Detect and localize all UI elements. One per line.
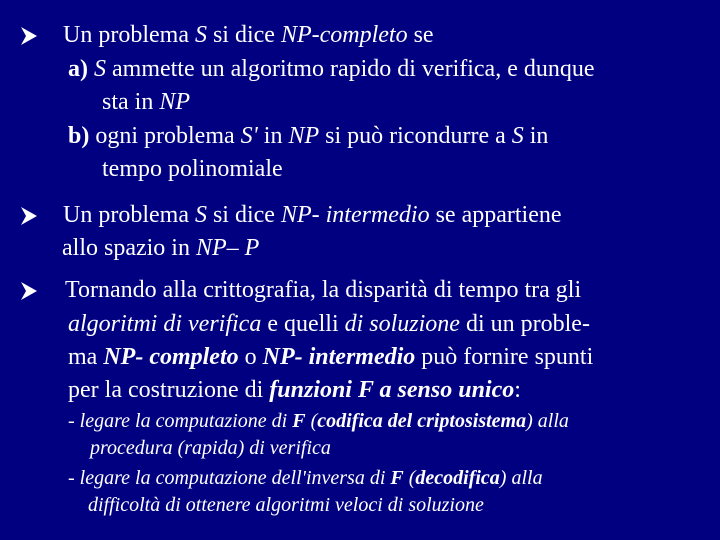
- bullet-1-item-b: b) ogni problema S' in NP si può ricondurre a S in: [68, 123, 549, 149]
- sub-item-2: - legare la computazione dell'inversa di F (decodifica) alla: [68, 467, 543, 489]
- bullet-3-line-1: Tornando alla crittografia, la disparità di tempo tra gli: [65, 277, 582, 303]
- sub-item-1: - legare la computazione di F (codifica del criptosistema) alla: [68, 410, 569, 432]
- bullet-1-line-1: Un problema S si dice NP-completo se: [63, 22, 434, 48]
- bullet-3-line-2: algoritmi di verifica e quelli di soluzione di un proble-: [68, 311, 590, 337]
- arrow-head-bullet-icon: [18, 25, 40, 47]
- bullet-2-line-2: allo spazio in NP– P: [62, 235, 260, 261]
- bullet-1-item-a: a) S ammette un algoritmo rapido di verifica, e dunque: [68, 56, 595, 82]
- bullet-1-item-a-line-2: sta in NP: [102, 89, 190, 115]
- arrow-head-bullet-icon: [18, 280, 40, 302]
- bullet-3-line-4: per la costruzione di funzioni F a senso unico:: [68, 377, 521, 403]
- bullet-2-line-1: Un problema S si dice NP- intermedio se appartiene: [63, 202, 562, 228]
- sub-item-1-line-2: procedura (rapida) di verifica: [90, 437, 331, 459]
- sub-item-2-line-2: difficoltà di ottenere algoritmi veloci di soluzione: [88, 494, 484, 516]
- arrow-head-bullet-icon: [18, 205, 40, 227]
- bullet-1-item-b-line-2: tempo polinomiale: [102, 156, 283, 182]
- bullet-3-line-3: ma NP- completo o NP- intermedio può fornire spunti: [68, 344, 594, 370]
